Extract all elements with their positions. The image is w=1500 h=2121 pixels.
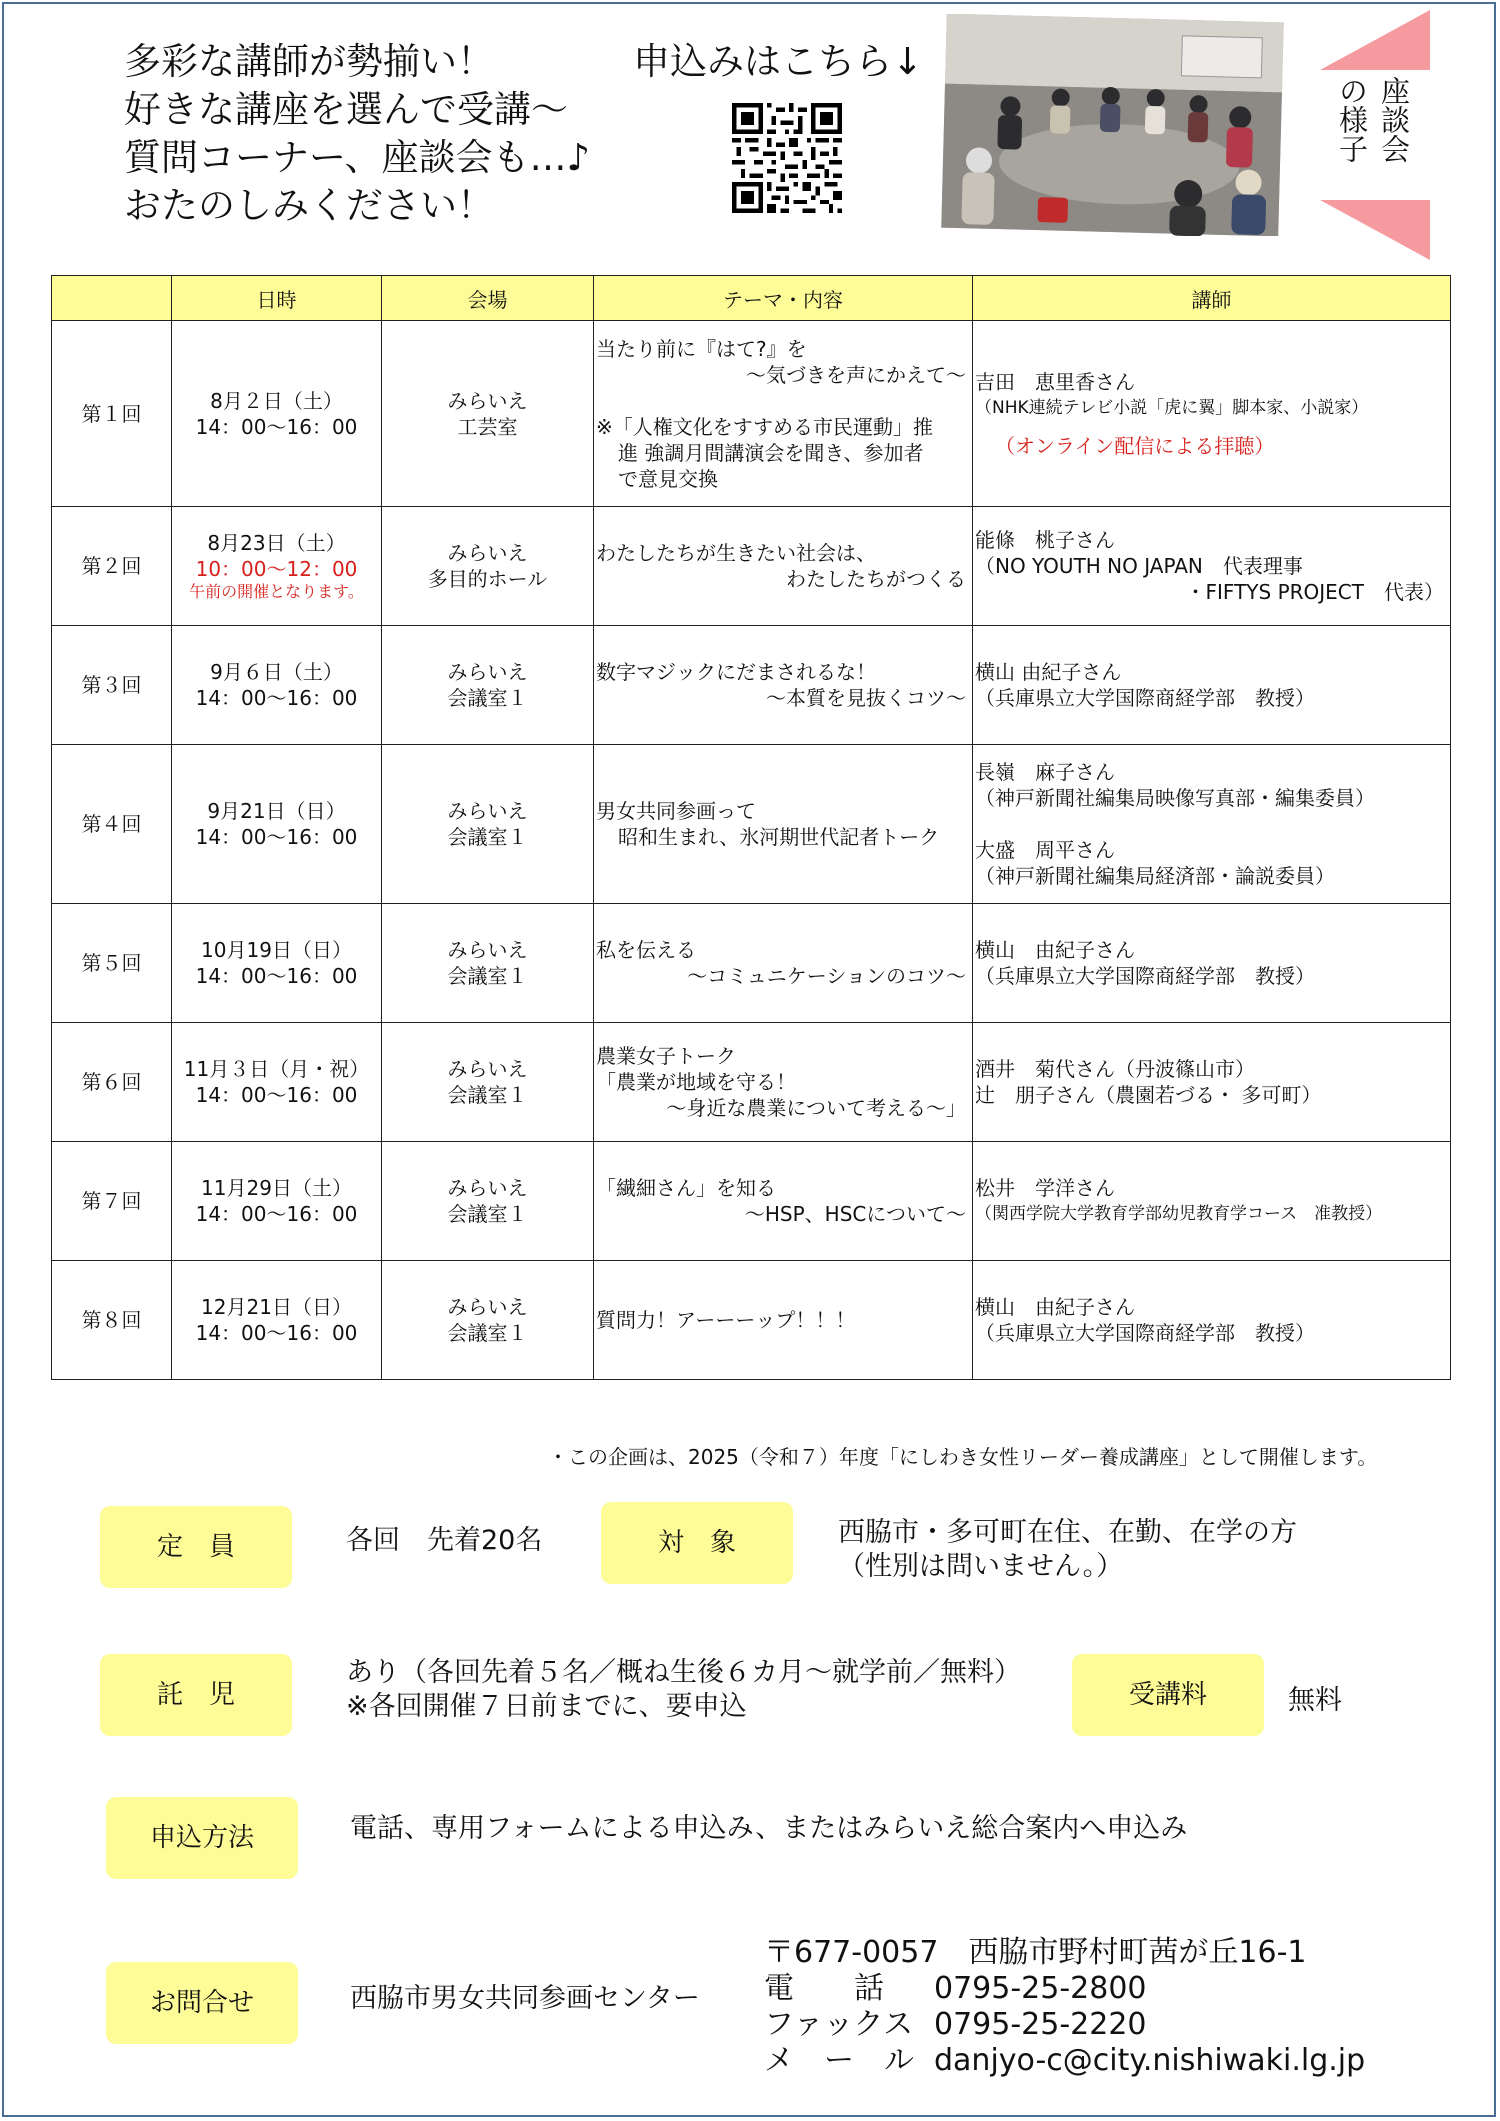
triangle-decoration-top: [1320, 10, 1430, 70]
photo-caption: [1332, 76, 1412, 186]
session-number: 第１回: [52, 321, 172, 507]
instructor-title: ・FIFTYS PROJECT 代表）: [1185, 580, 1444, 604]
instructor-note: （オンライン配信による拝聴）: [995, 433, 1275, 458]
session-datetime: [172, 321, 382, 507]
fax-label: ファックス: [764, 2007, 914, 2042]
instructor-name: 松井 学洋さん: [975, 1176, 1115, 1200]
intro-line: 好きな講座を選んで受講～: [124, 88, 568, 131]
target-text: [838, 1516, 1297, 1584]
venue-room: 会議室１: [447, 1083, 528, 1107]
instructor-name: 横山 由紀子さん: [975, 660, 1122, 684]
phone-label: 電 話: [764, 1971, 884, 2006]
photo-caption-col1: 座談会: [1377, 76, 1411, 163]
venue-name: みらいえ: [447, 388, 528, 413]
session-number: 第８回: [52, 1261, 172, 1380]
session-date: 8月２日（土）: [210, 388, 343, 413]
venue-name: みらいえ: [447, 938, 528, 962]
target-line: （性別は問いません。）: [838, 1551, 1124, 1582]
instructor-name: 横山 由紀子さん: [975, 1295, 1135, 1319]
header-instructor: 講師: [973, 276, 1451, 321]
session-number: 第４回: [52, 745, 172, 904]
apply-lead: 申込みはこちら↓: [633, 40, 924, 83]
table-row: [52, 626, 1451, 745]
instructor-title: （関西学院大学教育学部幼児教育学コース 准教授）: [975, 1204, 1383, 1224]
instructor-title: （NO YOUTH NO JAPAN 代表理事: [975, 554, 1303, 578]
session-venue: [382, 1261, 594, 1380]
session-number: 第６回: [52, 1023, 172, 1142]
session-theme: [594, 507, 973, 626]
session-venue: [382, 507, 594, 626]
session-venue: [382, 904, 594, 1023]
capacity-text: 各回 先着20名: [346, 1525, 543, 1556]
session-venue: [382, 626, 594, 745]
header-datetime: 日時: [172, 276, 382, 321]
triangle-decoration-bottom: [1320, 200, 1430, 260]
session-instructor: [973, 1261, 1451, 1380]
session-venue: [382, 1142, 594, 1261]
phone-number[interactable]: 0795-25-2800: [934, 1971, 1147, 2006]
session-instructor: [973, 1023, 1451, 1142]
method-badge: 申込方法: [106, 1797, 298, 1879]
fee-text: 無料: [1288, 1685, 1342, 1716]
venue-room: 会議室１: [447, 686, 528, 710]
table-row: [52, 904, 1451, 1023]
session-time: 14：00～16：00: [195, 686, 358, 710]
mail-label: メ ー ル: [764, 2043, 914, 2078]
session-theme: [594, 626, 973, 745]
theme-line: 当たり前に『はて?』を: [596, 336, 807, 361]
qr-code-icon[interactable]: [732, 103, 842, 213]
organization-name: 西脇市男女共同参画センター: [350, 1983, 700, 2014]
intro-line: おたのしみください！: [124, 184, 494, 227]
childcare-text: [346, 1656, 1021, 1724]
session-number: 第７回: [52, 1142, 172, 1261]
session-theme: [594, 321, 973, 507]
contact-badge: お問合せ: [106, 1962, 298, 2044]
theme-line: ※「人権文化をすすめる市民運動」推: [596, 414, 933, 439]
theme-line: 数字マジックにだまされるな！: [596, 660, 876, 684]
session-time: 14：00～16：00: [195, 414, 358, 439]
session-datetime: [172, 1261, 382, 1380]
theme-line: ～本質を見抜くコツ～: [766, 686, 966, 710]
method-text: 電話、専用フォームによる申込み、またはみらいえ総合案内へ申込み: [350, 1813, 1188, 1844]
session-date: 9月21日（日）: [207, 799, 346, 823]
childcare-line: ※各回開催７日前までに、要申込: [346, 1691, 747, 1722]
fax-number: 0795-25-2220: [934, 2007, 1147, 2042]
session-theme: [594, 1261, 973, 1380]
theme-line: ～身近な農業について考える～」: [666, 1096, 966, 1120]
session-instructor: [973, 321, 1451, 507]
schedule-table: [51, 275, 1451, 1380]
session-time: 14：00～16：00: [195, 1083, 358, 1107]
session-instructor: [973, 745, 1451, 904]
session-date: 11月29日（土）: [201, 1176, 352, 1200]
target-line: 西脇市・多可町在住、在勤、在学の方: [838, 1517, 1297, 1548]
header-empty: [52, 276, 172, 321]
session-venue: [382, 1023, 594, 1142]
table-row: [52, 1142, 1451, 1261]
roundtable-photo: [940, 14, 1285, 236]
theme-line: ～HSP、HSCについて～: [744, 1202, 966, 1226]
venue-name: みらいえ: [447, 660, 528, 684]
photo-caption-col2: の様子: [1335, 76, 1369, 163]
fax-row: [764, 2007, 1365, 2043]
theme-line: で意見交換: [618, 466, 718, 491]
session-instructor: [973, 904, 1451, 1023]
venue-name: みらいえ: [447, 541, 528, 565]
venue-room: 会議室１: [447, 964, 528, 988]
childcare-line: あり（各回先着５名／概ね生後６カ月～就学前／無料）: [346, 1657, 1021, 1688]
session-datetime: [172, 1023, 382, 1142]
theme-line: 「農業が地域を守る！: [596, 1070, 796, 1094]
theme-line: 「繊細さん」を知る: [596, 1176, 776, 1200]
header-theme: テーマ・内容: [594, 276, 973, 321]
postal-address: 〒677-0057 西脇市野村町茜が丘16-1: [764, 1935, 1307, 1970]
session-time: 10：00～12：00: [195, 557, 358, 581]
session-time: 14：00～16：00: [195, 1321, 358, 1345]
session-time: 14：00～16：00: [195, 1202, 358, 1226]
session-datetime: [172, 626, 382, 745]
theme-line: わたしたちが生きたい社会は、: [596, 541, 876, 565]
intro-text: [124, 38, 590, 230]
table-header-row: [52, 276, 1451, 321]
session-number: 第５回: [52, 904, 172, 1023]
theme-line: わたしたちがつくる: [786, 567, 966, 591]
session-date: 11月３日（月・祝）: [183, 1057, 370, 1081]
instructor-title: （NHK連続テレビ小説「虎に翼」脚本家、小説家）: [975, 397, 1369, 418]
session-theme: [594, 745, 973, 904]
instructor-name: 酒井 菊代さん（丹波篠山市）: [975, 1057, 1255, 1081]
theme-line: 農業女子トーク: [596, 1044, 736, 1068]
venue-name: みらいえ: [447, 799, 528, 823]
session-datetime: [172, 904, 382, 1023]
session-theme: [594, 1023, 973, 1142]
session-datetime: [172, 507, 382, 626]
theme-line: 質問力！アーーーップ！！！: [596, 1308, 856, 1332]
theme-line: 男女共同参画って: [596, 799, 756, 823]
instructor-title: （兵庫県立大学国際商経学部 教授）: [975, 1321, 1315, 1345]
table-row: [52, 1023, 1451, 1142]
session-number: 第３回: [52, 626, 172, 745]
session-theme: [594, 904, 973, 1023]
theme-line: ～コミュニケーションのコツ～: [687, 964, 966, 988]
session-venue: [382, 745, 594, 904]
venue-room: 会議室１: [447, 1321, 528, 1345]
table-row: [52, 507, 1451, 626]
theme-line: 私を伝える: [596, 938, 696, 962]
session-venue: [382, 321, 594, 507]
session-instructor: [973, 1142, 1451, 1261]
capacity-badge: 定 員: [100, 1506, 292, 1588]
session-instructor: [973, 507, 1451, 626]
session-datetime: [172, 1142, 382, 1261]
table-row: [52, 745, 1451, 904]
instructor-name: 大盛 周平さん: [975, 838, 1115, 862]
theme-line: 昭和生まれ、氷河期世代記者トーク: [618, 825, 940, 849]
session-time-note: 午前の開催となります。: [189, 582, 364, 601]
instructor-name: 吉田 恵里香さん: [975, 369, 1135, 394]
target-badge: 対 象: [601, 1502, 793, 1584]
program-note: ・この企画は、2025（令和７）年度「にしわき女性リーダー養成講座」として開催します。: [548, 1445, 1378, 1469]
instructor-name: 横山 由紀子さん: [975, 938, 1135, 962]
table-row: [52, 321, 1451, 507]
instructor-name: 能條 桃子さん: [975, 528, 1115, 552]
instructor-title: （神戸新聞社編集局経済部・論説委員）: [975, 864, 1335, 888]
contact-block: [764, 1935, 1365, 2079]
session-date: 10月19日（日）: [201, 938, 352, 962]
instructor-title: （兵庫県立大学国際商経学部 教授）: [975, 686, 1315, 710]
table-row: [52, 1261, 1451, 1380]
intro-line: 多彩な講師が勢揃い！: [124, 40, 494, 83]
session-number: 第２回: [52, 507, 172, 626]
fee-badge: 受講料: [1072, 1654, 1264, 1736]
instructor-title: （兵庫県立大学国際商経学部 教授）: [975, 964, 1315, 988]
session-datetime: [172, 745, 382, 904]
session-theme: [594, 1142, 973, 1261]
session-time: 14：00～16：00: [195, 825, 358, 849]
session-instructor: [973, 626, 1451, 745]
theme-line: 進 強調月間講演会を聞き、参加者: [618, 440, 924, 465]
theme-line: ～気づきを声にかえて～: [746, 362, 966, 387]
instructor-name: 長嶺 麻子さん: [975, 760, 1115, 784]
session-time: 14：00～16：00: [195, 964, 358, 988]
intro-line: 質問コーナー、座談会も…♪: [124, 136, 591, 179]
phone-row: [764, 1971, 1365, 2007]
mail-row: [764, 2043, 1365, 2079]
session-date: 12月21日（日）: [201, 1295, 352, 1319]
venue-room: 会議室１: [447, 825, 528, 849]
instructor-name: 辻 朋子さん（農園若づる・ 多可町）: [975, 1083, 1322, 1107]
venue-name: みらいえ: [447, 1176, 528, 1200]
venue-room: 会議室１: [447, 1202, 528, 1226]
venue-name: みらいえ: [447, 1295, 528, 1319]
session-date: 9月６日（土）: [210, 660, 343, 684]
venue-room: 多目的ホール: [427, 567, 548, 591]
session-date: 8月23日（土）: [207, 531, 346, 555]
instructor-title: （神戸新聞社編集局映像写真部・編集委員）: [975, 786, 1375, 810]
childcare-badge: 託 児: [100, 1654, 292, 1736]
venue-room: 工芸室: [457, 414, 518, 439]
mail-address[interactable]: danjyo-c@city.nishiwaki.lg.jp: [934, 2043, 1366, 2078]
header-venue: 会場: [382, 276, 594, 321]
venue-name: みらいえ: [447, 1057, 528, 1081]
